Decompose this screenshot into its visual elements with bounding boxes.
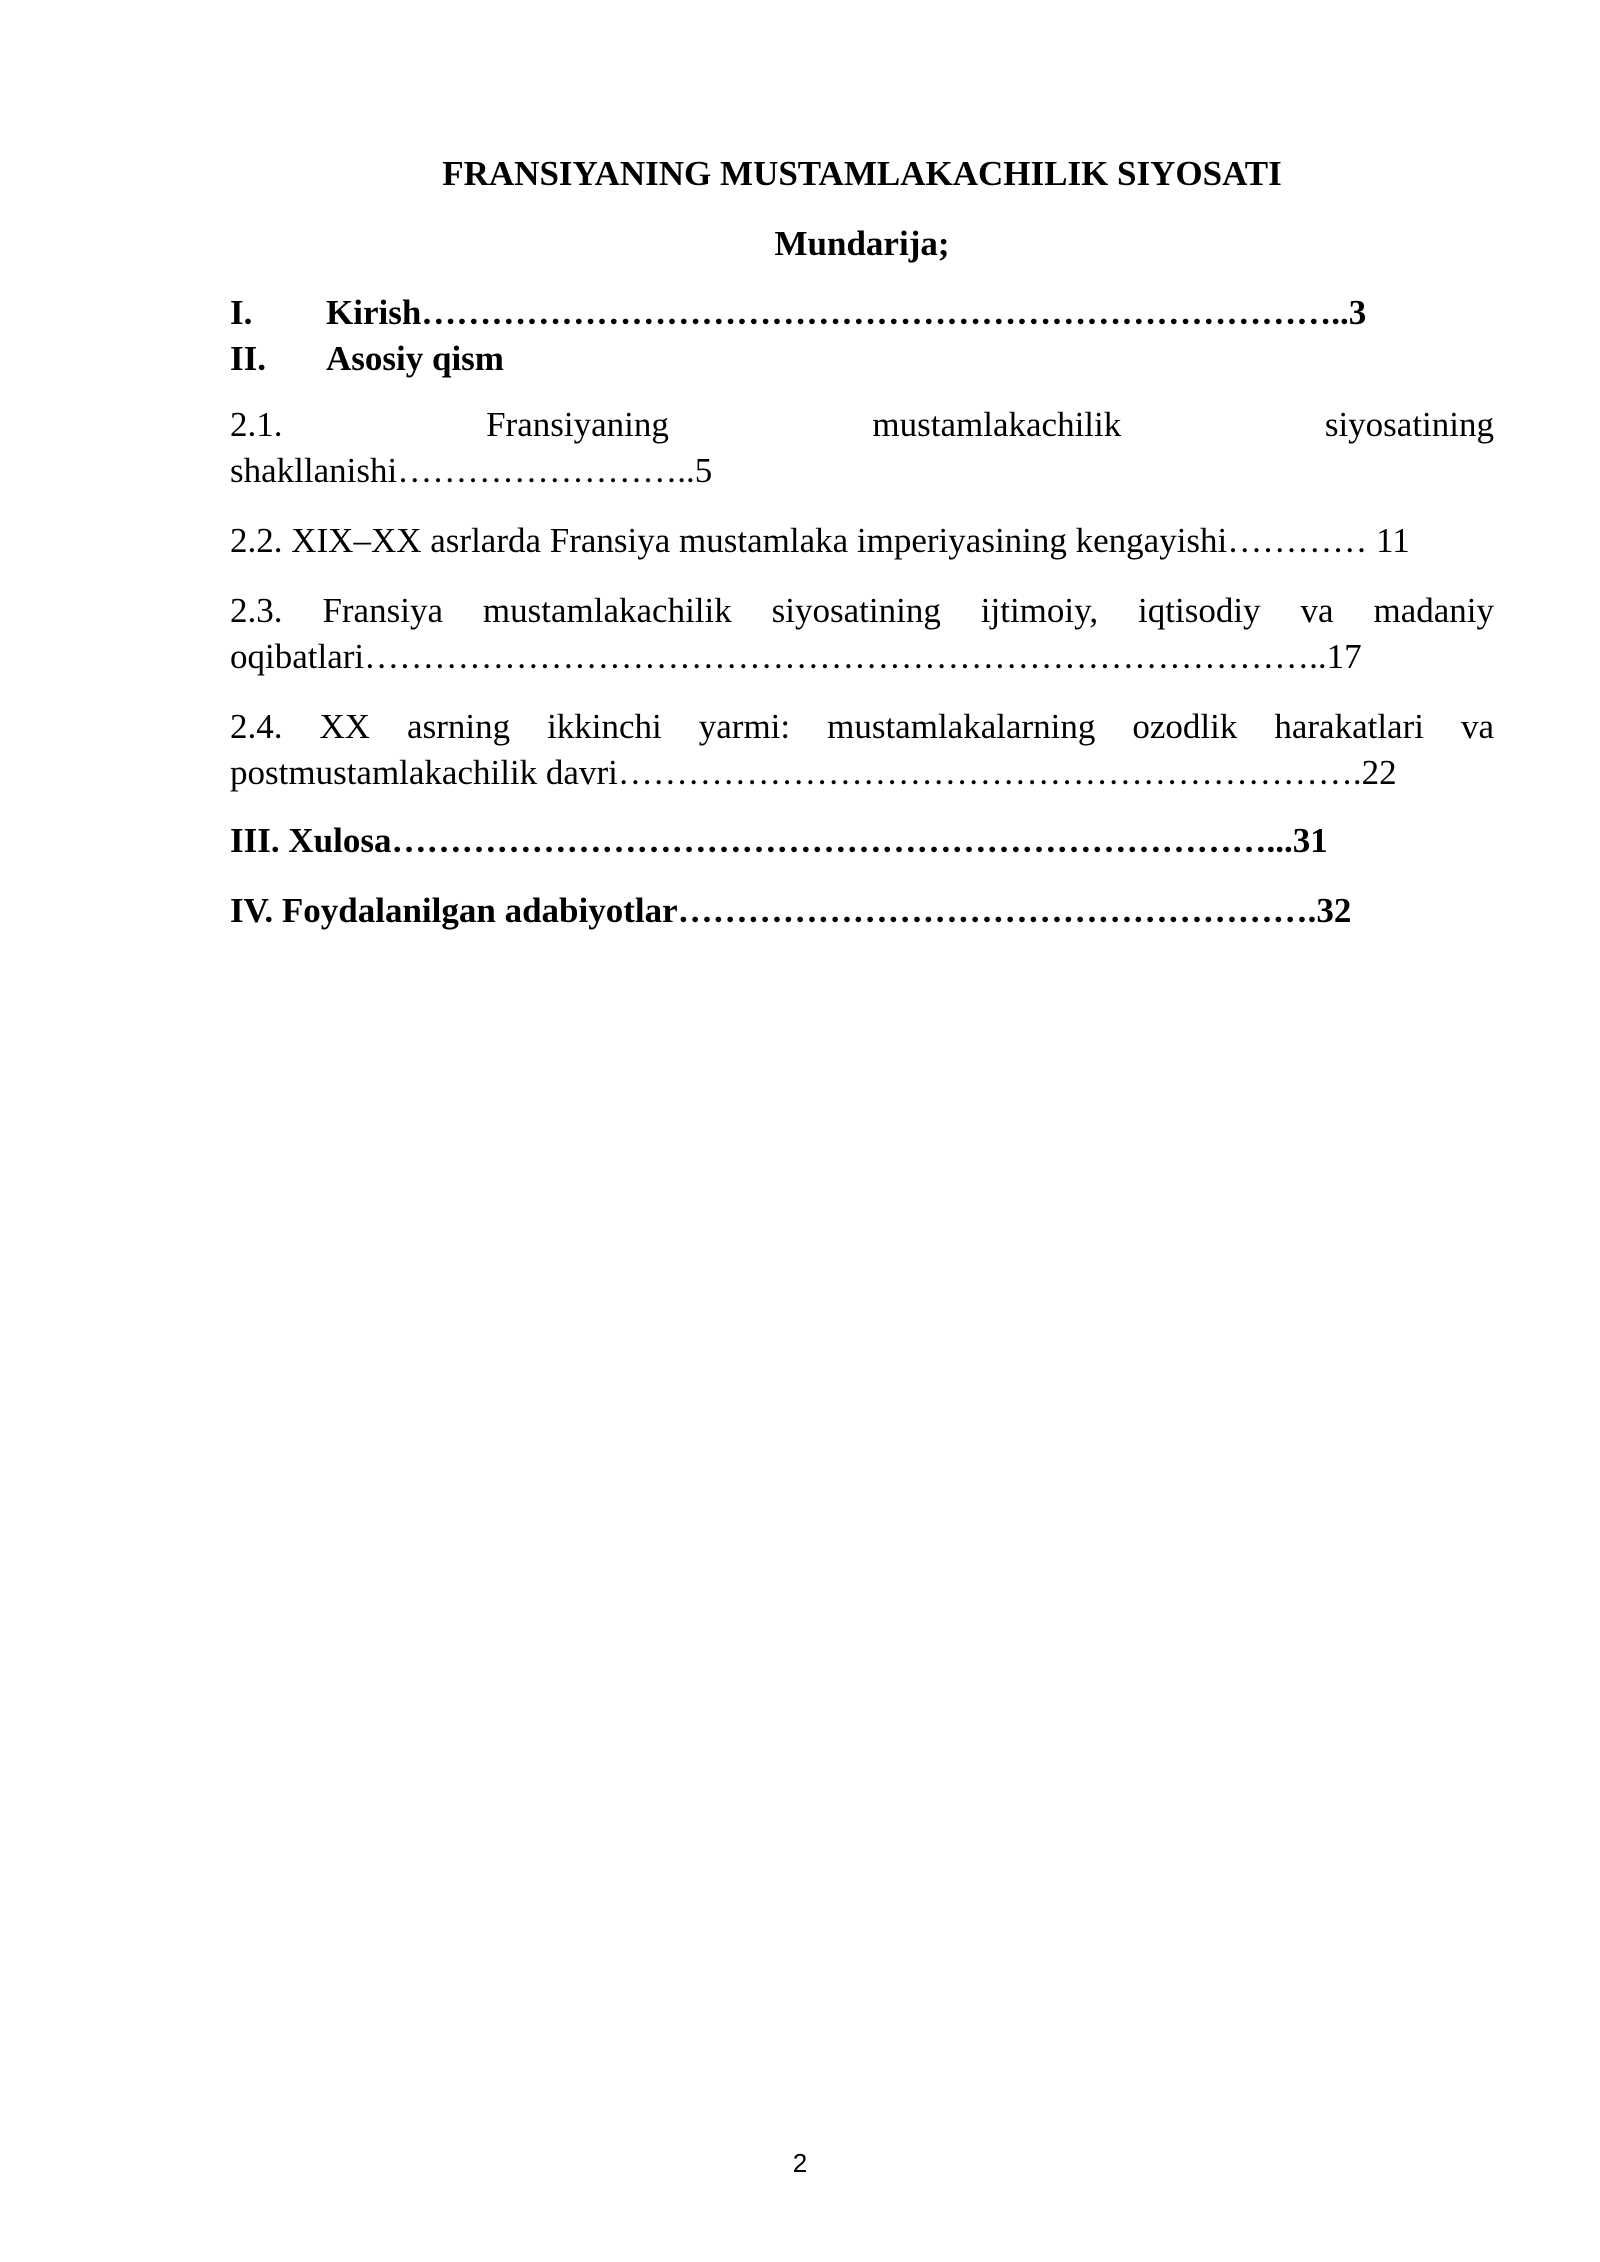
- toc-entry-number: II.: [230, 339, 266, 378]
- table-of-contents: [230, 290, 1494, 934]
- toc-entry-2-2[interactable]: 2.2. XIX–XX asrlarda Fransiya mustamlaka imperiyasining kengayishi………… 11: [230, 521, 1410, 560]
- toc-entry-2-4[interactable]: 2.4. XX asrning ikkinchi yarmi: mustamlakalarning ozodlik harakatlari va postmustamlakachilik davri……………………………………………………….22: [230, 707, 1494, 792]
- toc-entry-2-1-line1: 2.1. Fransiyaning mustamlakachilik siyosatining: [230, 405, 1494, 444]
- toc-entry-2-3[interactable]: 2.3. Fransiya mustamlakachilik siyosatining ijtimoiy, iqtisodiy va madaniy oqibatlari………………………………………………………………………..17: [230, 591, 1494, 676]
- toc-entry-label: Asosiy qism: [326, 339, 504, 378]
- toc-entry-main-part[interactable]: [230, 336, 1494, 382]
- document-title: FRANSIYANING MUSTAMLAKACHILIK SIYOSATI: [442, 154, 1282, 193]
- toc-entry-2-1[interactable]: [230, 402, 1494, 494]
- toc-entry-references[interactable]: IV. Foydalanilgan adabiyotlar……………………………………………….32: [230, 891, 1352, 930]
- page-number: 2: [792, 2148, 808, 2178]
- toc-entry-conclusion[interactable]: III. Xulosa…………………………………………………………………...31: [230, 821, 1328, 860]
- toc-entry-number: I.: [230, 293, 253, 332]
- toc-entry-introduction[interactable]: [230, 290, 1494, 336]
- toc-heading: Mundarija;: [774, 224, 950, 263]
- toc-entry-2-1-line2: shakllanishi……………………..5: [230, 451, 713, 490]
- toc-entry-label: Kirish……………………………………………………………………..3: [326, 293, 1367, 332]
